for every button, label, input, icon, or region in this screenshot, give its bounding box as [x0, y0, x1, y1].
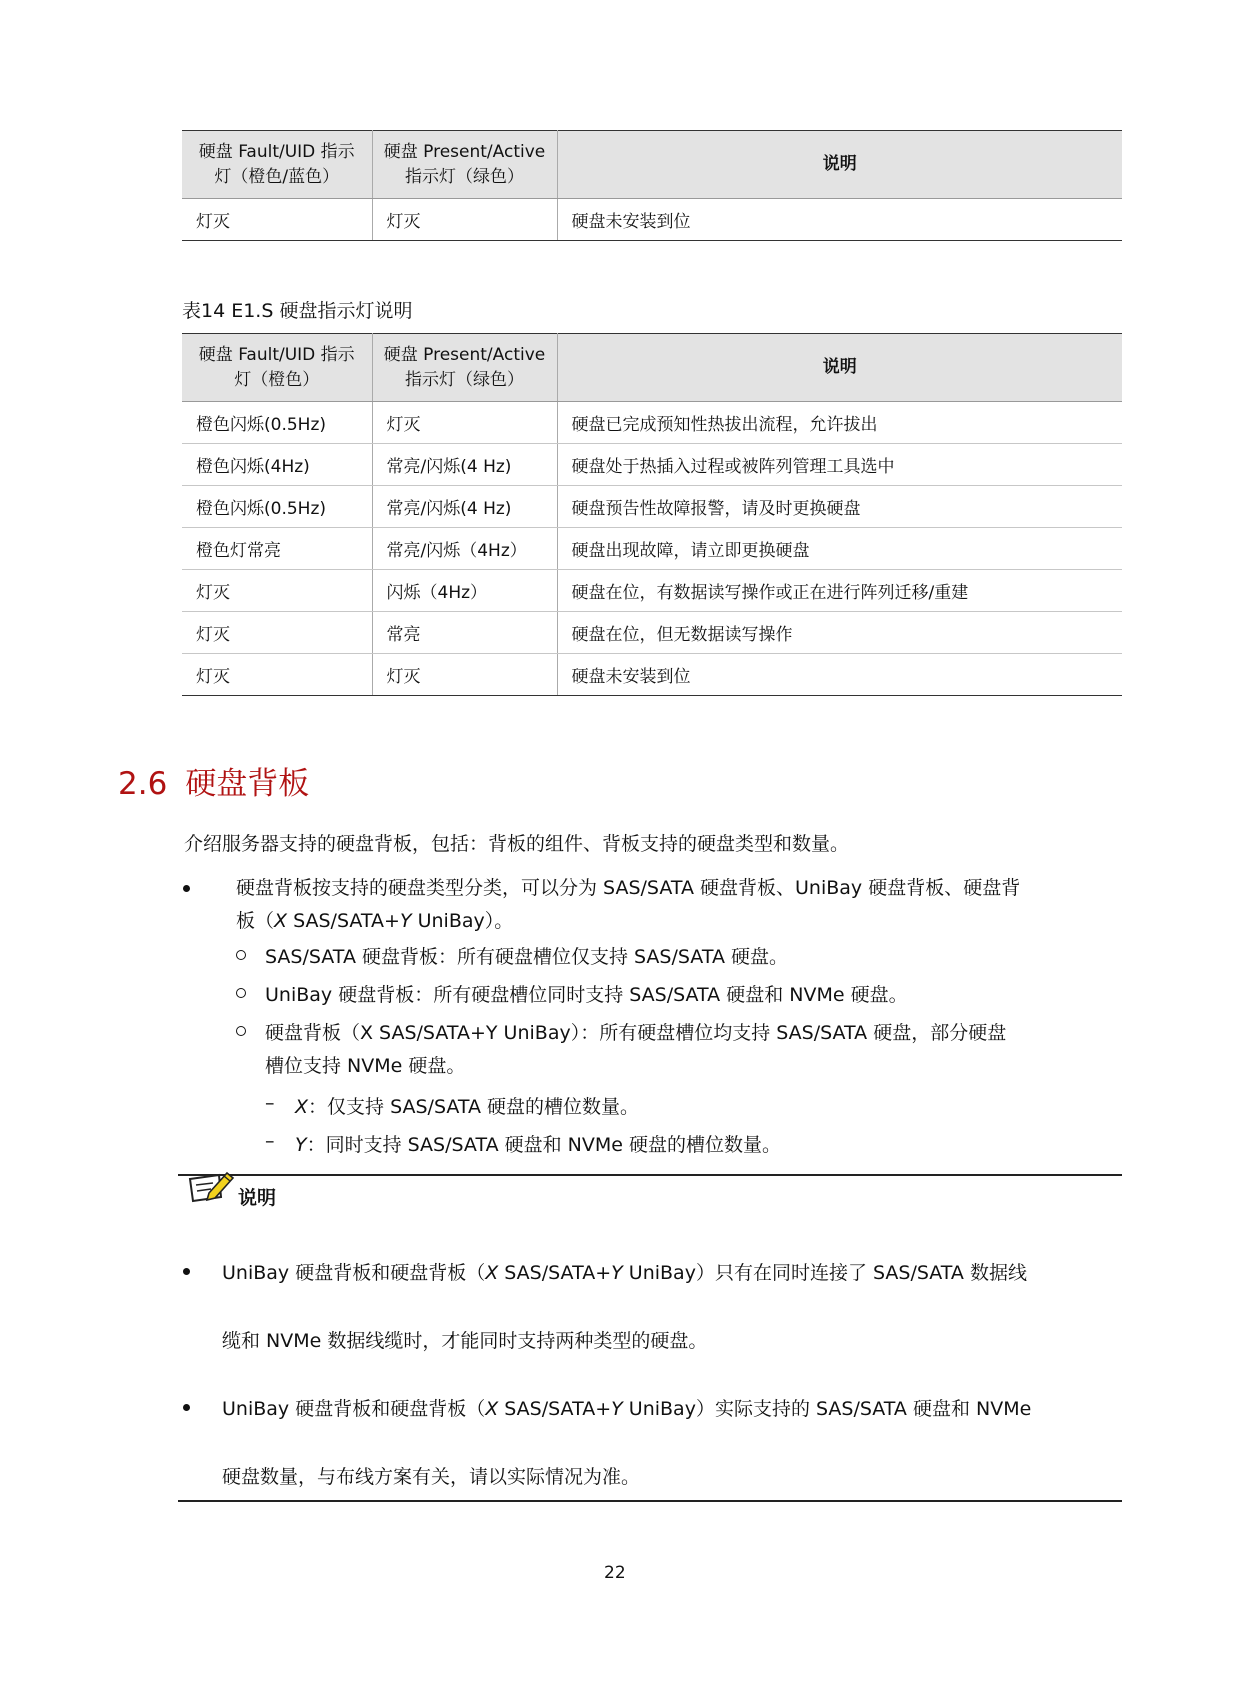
- note-title: 说明: [238, 1187, 277, 1209]
- section-title: 硬盘背板: [185, 766, 310, 802]
- note-bottom-rule: [178, 1500, 1122, 1502]
- circle-bullet-icon: [236, 950, 246, 960]
- table-header-cell: 说明: [557, 334, 1122, 402]
- table-cell: 灯灭: [182, 199, 372, 241]
- table-cell: 灯灭: [182, 570, 372, 612]
- table-cell: 橙色闪烁(0.5Hz): [182, 486, 372, 528]
- table-cell: 硬盘未安装到位: [557, 654, 1122, 696]
- table-cell: 灯灭: [372, 654, 557, 696]
- table-row: [182, 486, 1122, 528]
- table-cell: 常亮/闪烁(4 Hz): [372, 444, 557, 486]
- table-header-cell: 硬盘 Fault/UID 指示 灯（橙色/蓝色）: [182, 131, 372, 199]
- table-header-cell: 硬盘 Present/Active 指示灯（绿色）: [372, 131, 557, 199]
- table-cell: 硬盘在位，有数据读写操作或正在进行阵列迁移/重建: [557, 570, 1122, 612]
- table-header-row: [182, 334, 1122, 402]
- table-cell: 橙色闪烁(4Hz): [182, 444, 372, 486]
- table-header-cell: 硬盘 Fault/UID 指示 灯（橙色）: [182, 334, 372, 402]
- e1s-indicator-table: [182, 333, 1122, 696]
- table-cell: 硬盘在位，但无数据读写操作: [557, 612, 1122, 654]
- table-caption: 表14 E1.S 硬盘指示灯说明: [182, 300, 413, 322]
- table-row: [182, 612, 1122, 654]
- table-cell: 橙色灯常亮: [182, 528, 372, 570]
- section-number: 2.6: [118, 766, 168, 802]
- section-heading: [118, 758, 309, 803]
- note-text-line: UniBay 硬盘背板和硬盘背板（X SAS/SATA+Y UniBay）只有在同时连接了 SAS/SATA 数据线: [222, 1262, 1027, 1284]
- table-row: [182, 528, 1122, 570]
- table-cell: 硬盘预告性故障报警，请及时更换硬盘: [557, 486, 1122, 528]
- table-cell: 灯灭: [372, 402, 557, 444]
- sub-bullet-text: 槽位支持 NVMe 硬盘。: [265, 1055, 466, 1077]
- bullet-text-line: 板（X SAS/SATA+Y UniBay）。: [236, 910, 514, 932]
- sub-bullet-text: UniBay 硬盘背板：所有硬盘槽位同时支持 SAS/SATA 硬盘和 NVMe 硬盘。: [265, 984, 908, 1006]
- dash-item-text: Y：同时支持 SAS/SATA 硬盘和 NVMe 硬盘的槽位数量。: [295, 1134, 781, 1156]
- table-cell: 闪烁（4Hz）: [372, 570, 557, 612]
- indicator-table-continued: [182, 130, 1122, 241]
- table-cell: 常亮/闪烁（4Hz）: [372, 528, 557, 570]
- dash-bullet-icon: –: [265, 1130, 275, 1152]
- table-cell: 橙色闪烁(0.5Hz): [182, 402, 372, 444]
- table-row: [182, 199, 1122, 241]
- note-top-rule: [178, 1174, 1122, 1176]
- table-header-cell: 说明: [557, 131, 1122, 199]
- table-cell: 常亮: [372, 612, 557, 654]
- circle-bullet-icon: [236, 988, 246, 998]
- page-number: 22: [604, 1563, 626, 1583]
- table-row: [182, 570, 1122, 612]
- table-row: [182, 654, 1122, 696]
- note-text-line: 缆和 NVMe 数据线缆时，才能同时支持两种类型的硬盘。: [222, 1330, 708, 1352]
- table-cell: 硬盘已完成预知性热拔出流程，允许拔出: [557, 402, 1122, 444]
- table-cell: 硬盘处于热插入过程或被阵列管理工具选中: [557, 444, 1122, 486]
- section-intro: 介绍服务器支持的硬盘背板，包括：背板的组件、背板支持的硬盘类型和数量。: [184, 833, 850, 855]
- table-row: [182, 444, 1122, 486]
- table-cell: 灯灭: [182, 612, 372, 654]
- dash-bullet-icon: –: [265, 1092, 275, 1114]
- table-cell: 灯灭: [372, 199, 557, 241]
- table-row: [182, 402, 1122, 444]
- dash-item-text: X：仅支持 SAS/SATA 硬盘的槽位数量。: [295, 1096, 640, 1118]
- bullet-text-line: 硬盘背板按支持的硬盘类型分类，可以分为 SAS/SATA 硬盘背板、UniBay 硬盘背板、硬盘背: [236, 877, 1021, 899]
- note-pencil-icon: [187, 1167, 235, 1207]
- table-cell: 硬盘出现故障，请立即更换硬盘: [557, 528, 1122, 570]
- table-cell: 灯灭: [182, 654, 372, 696]
- bullet-icon: [183, 885, 190, 892]
- table-cell: 硬盘未安装到位: [557, 199, 1122, 241]
- sub-bullet-text: SAS/SATA 硬盘背板：所有硬盘槽位仅支持 SAS/SATA 硬盘。: [265, 946, 788, 968]
- table-cell: 常亮/闪烁(4 Hz): [372, 486, 557, 528]
- note-text-line: 硬盘数量，与布线方案有关，请以实际情况为准。: [222, 1466, 641, 1488]
- sub-bullet-text: 硬盘背板（X SAS/SATA+Y UniBay）：所有硬盘槽位均支持 SAS/SATA 硬盘，部分硬盘: [265, 1022, 1007, 1044]
- note-text-line: UniBay 硬盘背板和硬盘背板（X SAS/SATA+Y UniBay）实际支持的 SAS/SATA 硬盘和 NVMe: [222, 1398, 1032, 1420]
- table-header-cell: 硬盘 Present/Active 指示灯（绿色）: [372, 334, 557, 402]
- circle-bullet-icon: [236, 1026, 246, 1036]
- table-header-row: [182, 131, 1122, 199]
- bullet-icon: [183, 1404, 190, 1411]
- bullet-icon: [183, 1268, 190, 1275]
